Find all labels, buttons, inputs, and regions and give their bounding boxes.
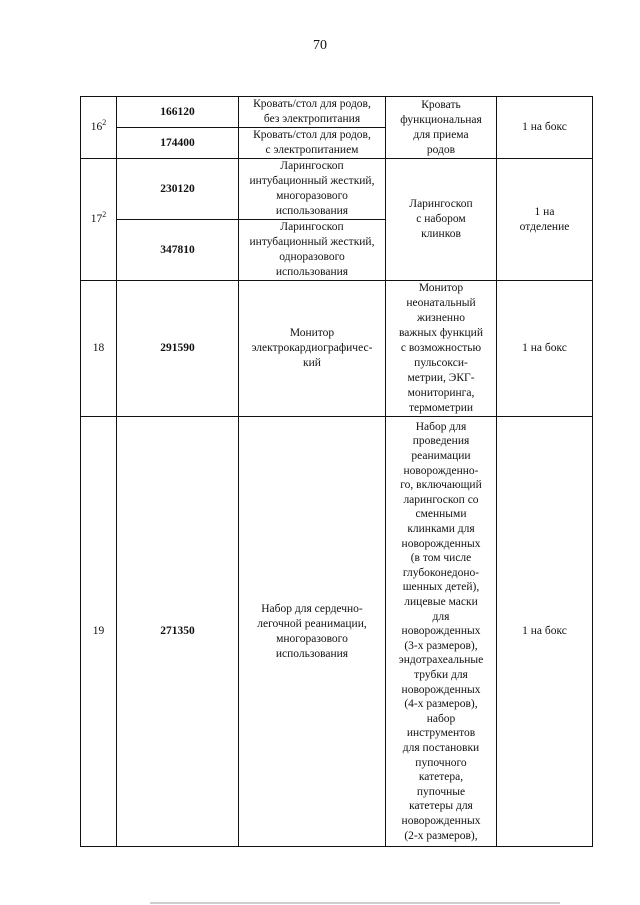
row-number-superscript: 2 — [102, 118, 107, 128]
equipment-line: клинков — [421, 228, 461, 240]
equipment-line: шенных детей), — [402, 581, 480, 594]
name-cell — [239, 281, 386, 417]
equipment-line: (3-х размеров), — [404, 639, 478, 652]
equipment-line: родов — [426, 143, 456, 156]
equipment-line: сменными — [415, 508, 467, 521]
name-line: интубационный жесткий, — [249, 236, 375, 248]
equipment-line: жизненно — [417, 312, 465, 324]
code-cell: 230120 — [117, 159, 239, 220]
name-line: электрокардиографичес- — [251, 342, 373, 354]
name-line: Ларингоскоп — [280, 160, 344, 172]
name-line: использования — [275, 647, 349, 660]
quantity-line: 1 на бокс — [522, 121, 567, 133]
row-number-cell — [81, 97, 117, 159]
name-cell — [239, 159, 386, 220]
table-row — [81, 417, 593, 847]
quantity-cell — [497, 97, 593, 159]
name-line: без электропитания — [263, 113, 361, 125]
equipment-line: эндотрахеальные — [398, 654, 484, 667]
row-number-cell — [81, 281, 117, 417]
name-line: Монитор — [289, 327, 335, 339]
equipment-line: Кровать — [421, 98, 461, 111]
equipment-line: (2-х размеров), — [404, 829, 478, 842]
row-number-cell — [81, 159, 117, 281]
row-number: 18 — [92, 342, 105, 354]
equipment-cell — [386, 281, 497, 417]
equipment-line: новорожденно- — [403, 464, 479, 477]
name-cell — [239, 417, 386, 847]
row-number: 17 — [90, 213, 103, 225]
row-number: 19 — [92, 625, 105, 637]
name-line: интубационный жесткий, — [249, 175, 375, 187]
name-line: Набор для сердечно- — [261, 602, 363, 615]
equipment-line: с возможностью — [400, 342, 482, 354]
table-row — [81, 281, 593, 417]
equipment-cell — [386, 417, 497, 847]
scan-edge-divider — [150, 902, 560, 904]
row-number-superscript: 2 — [102, 210, 107, 220]
equipment-line: (в том числе — [410, 552, 472, 565]
equipment-line: катетера, — [418, 771, 464, 784]
equipment-line: ларингоскоп со — [403, 493, 479, 506]
equipment-cell — [386, 159, 497, 281]
equipment-table — [80, 96, 593, 847]
name-line: Кровать/стол для родов, — [253, 129, 371, 141]
equipment-line: Монитор — [418, 282, 464, 294]
equipment-line: новорожденных — [401, 683, 481, 696]
quantity-line: 1 на — [534, 205, 555, 218]
row-number: 16 — [90, 121, 103, 133]
equipment-line: катетеры для — [409, 800, 473, 813]
name-line: легочной реанимации, — [257, 617, 367, 630]
equipment-line: Ларингоскоп — [409, 198, 473, 210]
equipment-line: (4-х размеров), — [404, 698, 478, 711]
name-line: Кровать/стол для родов, — [253, 98, 371, 110]
equipment-cell — [386, 97, 497, 159]
name-cell — [239, 97, 386, 128]
name-line: многоразового — [276, 190, 348, 202]
equipment-line: пупочные — [416, 785, 466, 798]
equipment-line: Набор для — [415, 420, 467, 433]
equipment-line: новорожденных — [401, 625, 481, 638]
name-line: Ларингоскоп — [280, 221, 344, 233]
equipment-line: метрии, ЭКГ- — [407, 372, 475, 384]
name-line: использования — [275, 266, 349, 278]
equipment-line: важных функций — [399, 327, 483, 339]
name-cell — [239, 220, 386, 281]
code-cell: 174400 — [117, 128, 239, 159]
code-cell: 291590 — [117, 281, 239, 417]
equipment-line: с набором — [416, 213, 466, 225]
name-line: одноразового — [279, 251, 345, 263]
equipment-line: функциональная — [400, 113, 482, 126]
quantity-cell — [497, 281, 593, 417]
equipment-line: новорожденных — [401, 814, 481, 827]
row-number-cell — [81, 417, 117, 847]
name-line: многоразового — [276, 632, 348, 645]
equipment-line: термометрии — [408, 402, 474, 414]
equipment-line: инструментов — [406, 727, 476, 740]
page-number: 70 — [313, 38, 327, 53]
table-row — [81, 97, 593, 128]
code-cell: 166120 — [117, 97, 239, 128]
name-line: использования — [275, 205, 349, 217]
equipment-line: для приема — [413, 128, 469, 141]
code-cell: 347810 — [117, 220, 239, 281]
equipment-line: для — [432, 610, 450, 623]
equipment-line: мониторинга, — [407, 387, 475, 399]
equipment-line: глубоконедоно- — [402, 566, 480, 579]
code-cell: 271350 — [117, 417, 239, 847]
quantity-line: отделение — [519, 220, 570, 233]
name-line: с электропитанием — [265, 144, 359, 156]
equipment-line: пульсокси- — [414, 357, 468, 369]
equipment-line: лицевые маски — [404, 596, 478, 609]
name-cell — [239, 128, 386, 159]
quantity-cell — [497, 159, 593, 281]
table-row — [81, 159, 593, 220]
equipment-line: неонатальный — [406, 297, 476, 309]
equipment-line: го, включающий — [400, 479, 482, 492]
equipment-line: проведения — [412, 435, 470, 448]
quantity-line: 1 на бокс — [522, 625, 567, 637]
equipment-line: реанимации — [411, 450, 471, 463]
equipment-line: трубки для — [414, 668, 468, 681]
quantity-line: 1 на бокс — [522, 342, 567, 354]
equipment-line: пупочного — [415, 756, 467, 769]
equipment-line: набор — [426, 712, 456, 725]
equipment-line: клинками для — [407, 523, 475, 536]
equipment-line: новорожденных — [401, 537, 481, 550]
equipment-line: для постановки — [402, 741, 480, 754]
quantity-cell — [497, 417, 593, 847]
name-line: кий — [303, 357, 321, 369]
